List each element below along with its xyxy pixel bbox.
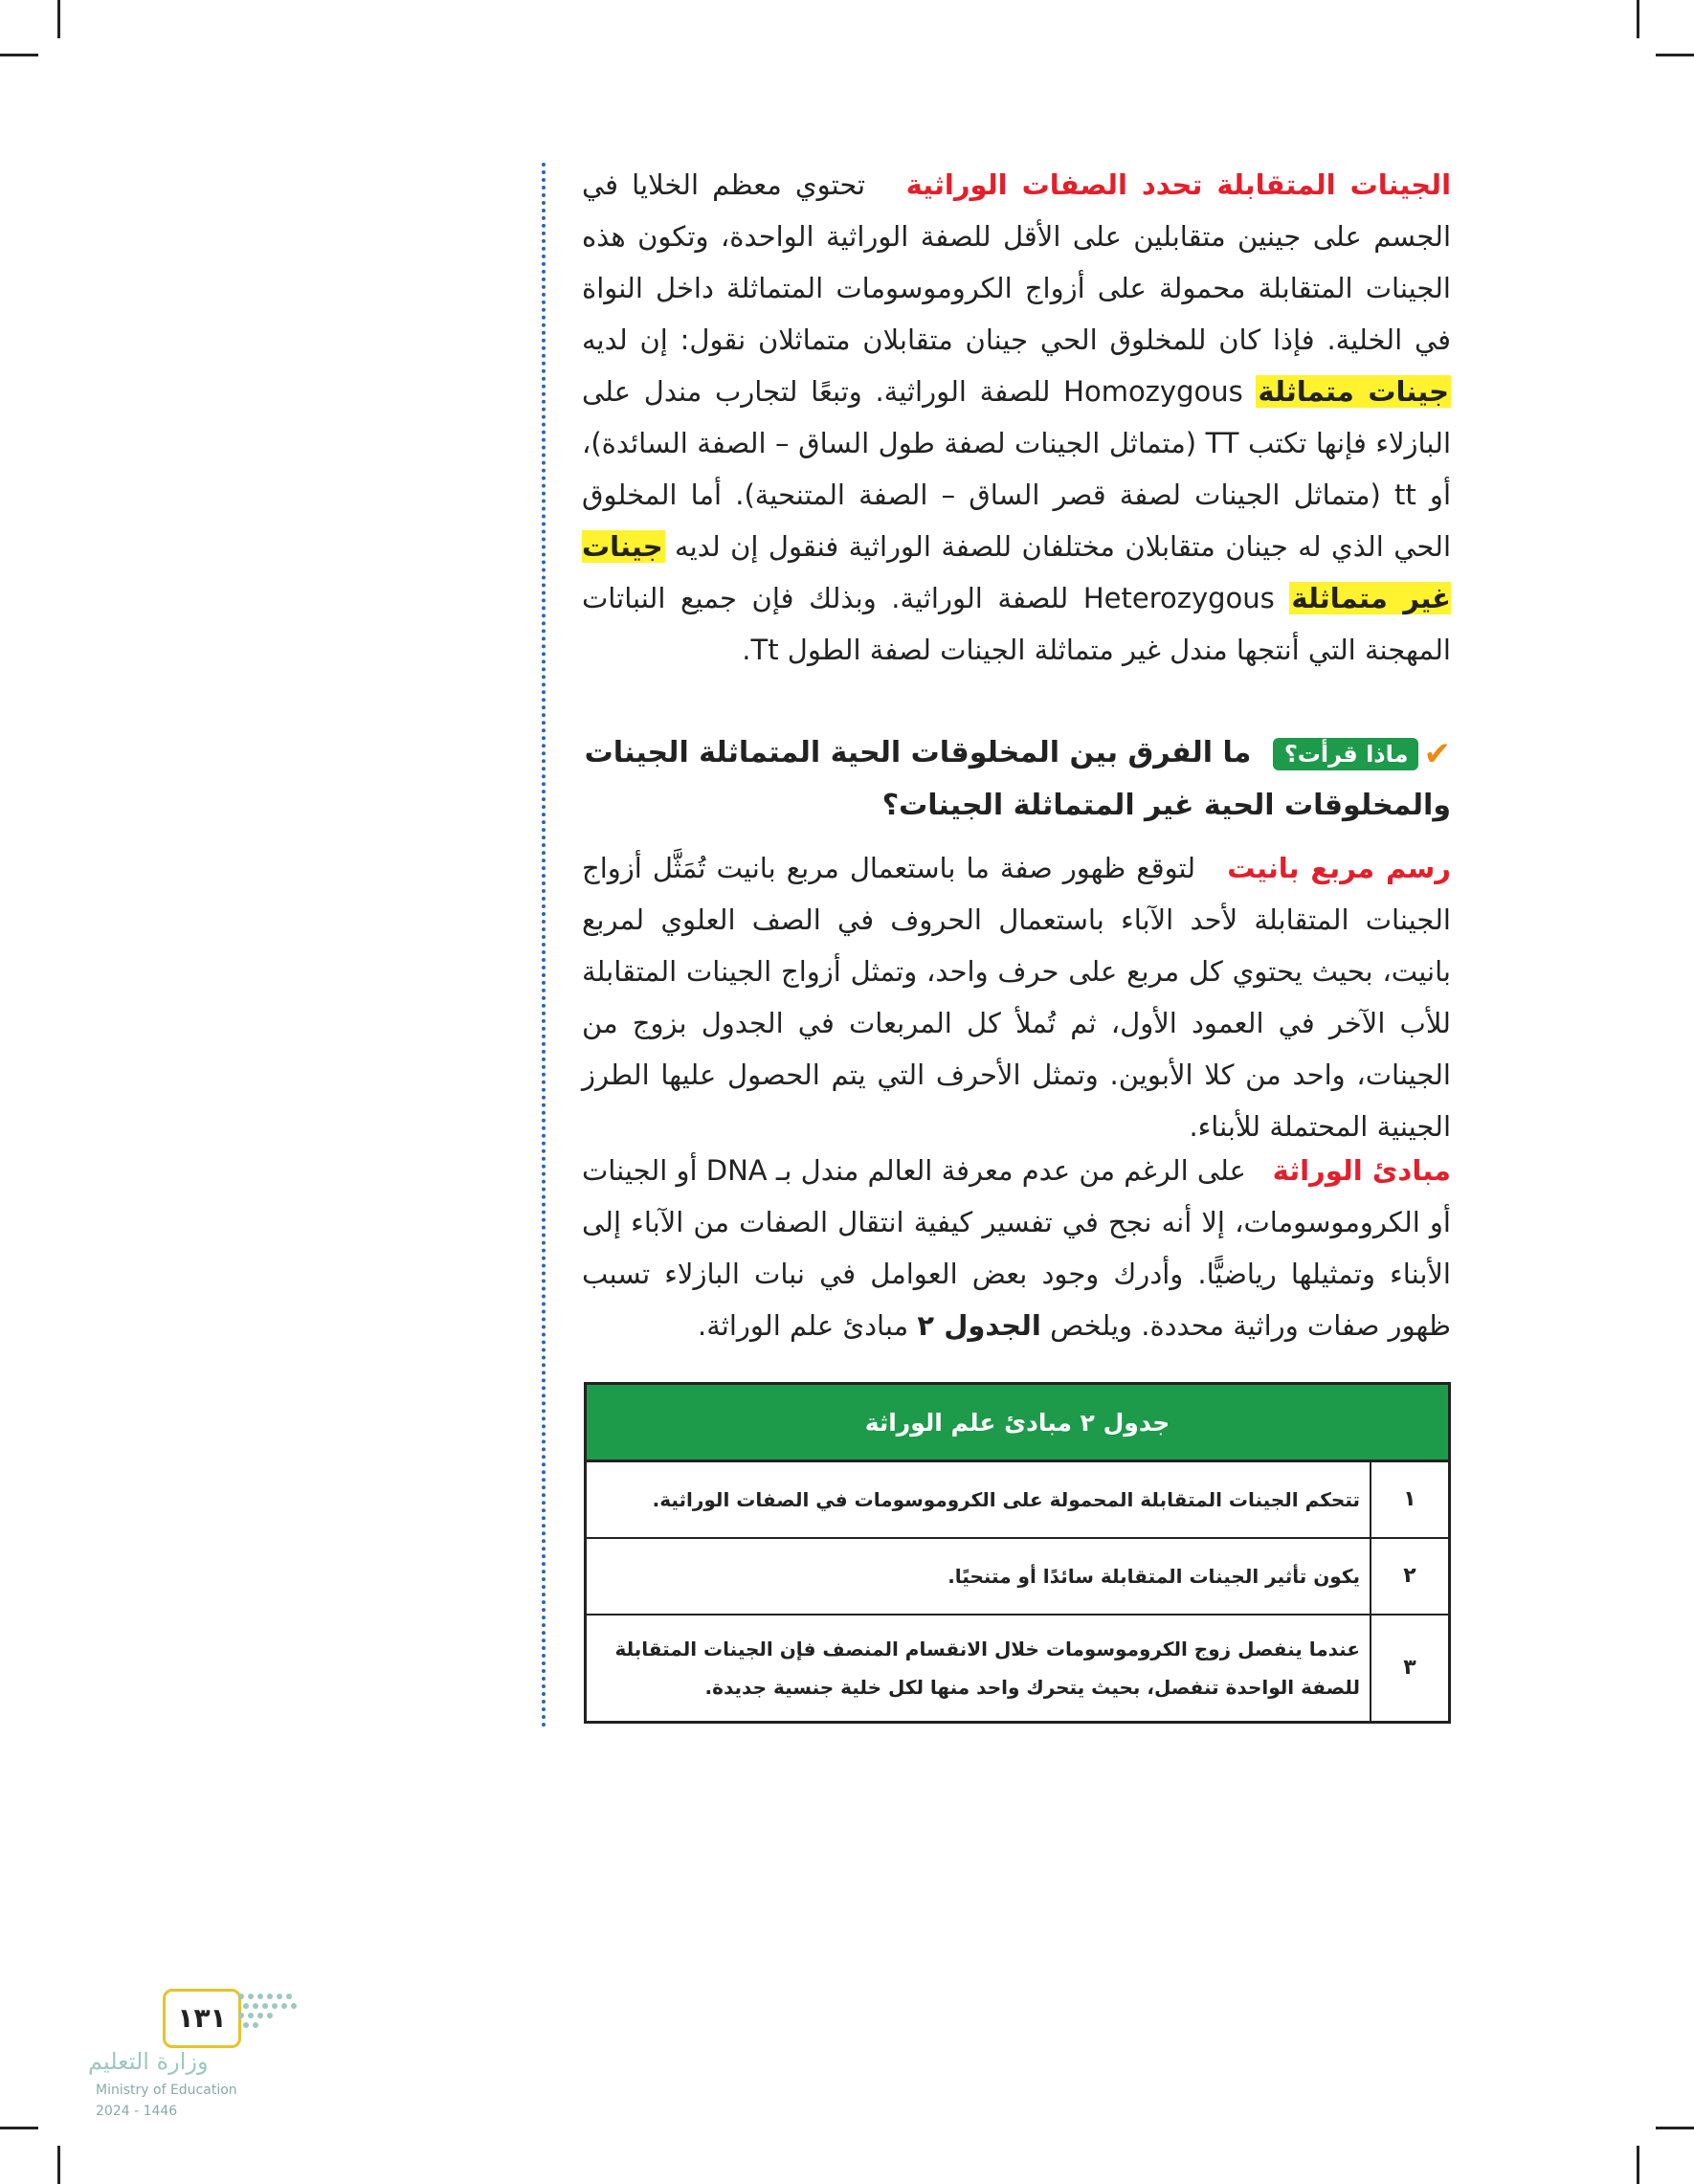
row-number: ١ — [1371, 1461, 1450, 1539]
principles-heading: مبادئ الوراثة — [1272, 1154, 1451, 1187]
punnett-paragraph — [582, 842, 1451, 1152]
principles-text-2: مبادئ علم الوراثة. — [698, 1309, 909, 1342]
term-homozygous: جينات متماثلة — [1258, 375, 1450, 408]
alleles-text-2: Homozygous للصفة الوراثية. وتبعًا لتجارب مندل على البازلاء فإنها تكتب TT (متماثل الجينات لصفة طول الساق – الصفة السائدة)، أو tt (متماثل الجينات لصفة قصر الساق – الصفة المتنحية). أما المخلوق الحي الذي له جينان متقابلان مختلفان للصفة الوراثية فنقول إن لديه — [582, 375, 1452, 563]
section-principles — [582, 1145, 1451, 1351]
principles-table — [584, 1382, 1451, 1724]
table-reference: الجدول ٢ — [917, 1309, 1041, 1342]
crop-mark — [1637, 2146, 1639, 2184]
reading-check-badge: ماذا قرأت؟ — [1273, 738, 1418, 770]
alleles-text-1: تحتوي معظم الخلايا في الجسم على جينين متقابلين على الأقل للصفة الوراثية الواحدة، وتكون هذه الجينات المتقابلة محمولة على أزواج الكروموسومات المتماثلة داخل النواة في الخلية. فإذا كان للمخلوق الحي جينان متقابلان متماثلان نقول: إن لديه — [582, 168, 1451, 356]
term-heterozygous: جينات غير متماثلة — [582, 530, 1451, 614]
margin-dotted-line — [542, 163, 546, 1728]
row-text: عندما ينفصل زوج الكروموسومات خلال الانقسام المنصف فإن الجينات المتقابلة للصفة الواحدة تنفصل، بحيث يتحرك واحد منها لكل خلية جنسية جديدة. — [586, 1615, 1371, 1723]
edition-year: 2024 - 1446 — [96, 2104, 178, 2119]
crop-mark — [1637, 0, 1639, 38]
table-row — [586, 1615, 1450, 1723]
ministry-name-ar: وزارة التعليم — [88, 2048, 209, 2075]
row-text: تتحكم الجينات المتقابلة المحمولة على الكروموسومات في الصفات الوراثية. — [586, 1461, 1371, 1539]
alleles-heading: الجينات المتقابلة تحدد الصفات الوراثية — [905, 168, 1452, 201]
ministry-name-en: Ministry of Education — [96, 2083, 237, 2098]
crop-mark — [57, 2146, 60, 2184]
table-row — [586, 1461, 1450, 1539]
crop-mark — [0, 54, 38, 56]
table-row — [586, 1538, 1450, 1615]
section-alleles — [582, 159, 1451, 676]
row-text: يكون تأثير الجينات المتقابلة سائدًا أو متنحيًا. — [586, 1538, 1371, 1615]
page-number: ١٣١ — [163, 1989, 241, 2048]
crop-mark — [0, 2127, 38, 2129]
principles-paragraph — [582, 1145, 1451, 1351]
reading-check-question: ما الفرق بين المخلوقات الحية المتماثلة الجينات والمخلوقات الحية غير المتماثلة الجينات؟ — [584, 736, 1451, 822]
ministry-logo-dots — [235, 1991, 312, 2039]
crop-mark — [57, 0, 60, 38]
reading-check — [582, 727, 1451, 832]
crop-mark — [1656, 2127, 1694, 2129]
section-punnett — [582, 842, 1451, 1152]
checkmark-icon: ✔ — [1423, 734, 1451, 773]
row-number: ٢ — [1371, 1538, 1450, 1615]
row-number: ٣ — [1371, 1615, 1450, 1723]
punnett-text: لتوقع ظهور صفة ما باستعمال مربع بانيت تُمَثَّل أزواج الجينات المتقابلة لأحد الآباء باستعمال الحروف في الصف العلوي لمربع بانيت، بحيث يحتوي كل مربع على حرف واحد، وتمثل أزواج الجينات المتقابلة للأب الآخر في العمود الأول، ثم تُملأ كل المربعات في الجدول بزوج من الجينات، واحد من كلا الأبوين. وتمثل الأحرف التي يتم الحصول عليها الطرز الجينية المحتملة للأبناء. — [582, 852, 1451, 1143]
alleles-text-3: Heterozygous للصفة الوراثية. وبذلك فإن جميع النباتات المهجنة التي أنتجها مندل غير متماثلة الجينات لصفة الطول Tt. — [582, 582, 1451, 666]
punnett-heading: رسم مربع بانيت — [1227, 852, 1451, 884]
table-title: جدول ٢ مبادئ علم الوراثة — [586, 1384, 1450, 1461]
alleles-paragraph — [582, 159, 1451, 676]
crop-mark — [1656, 54, 1694, 56]
principles-text-1: على الرغم من عدم معرفة العالم مندل بـ DNA أو الجينات أو الكروموسومات، إلا أنه نجح في تفسير كيفية انتقال الصفات من الآباء إلى الأبناء وتمثيلها رياضيًّا. وأدرك وجود بعض العوامل في نبات البازلاء تسبب ظهور صفات وراثية محددة. ويلخص — [582, 1154, 1451, 1342]
